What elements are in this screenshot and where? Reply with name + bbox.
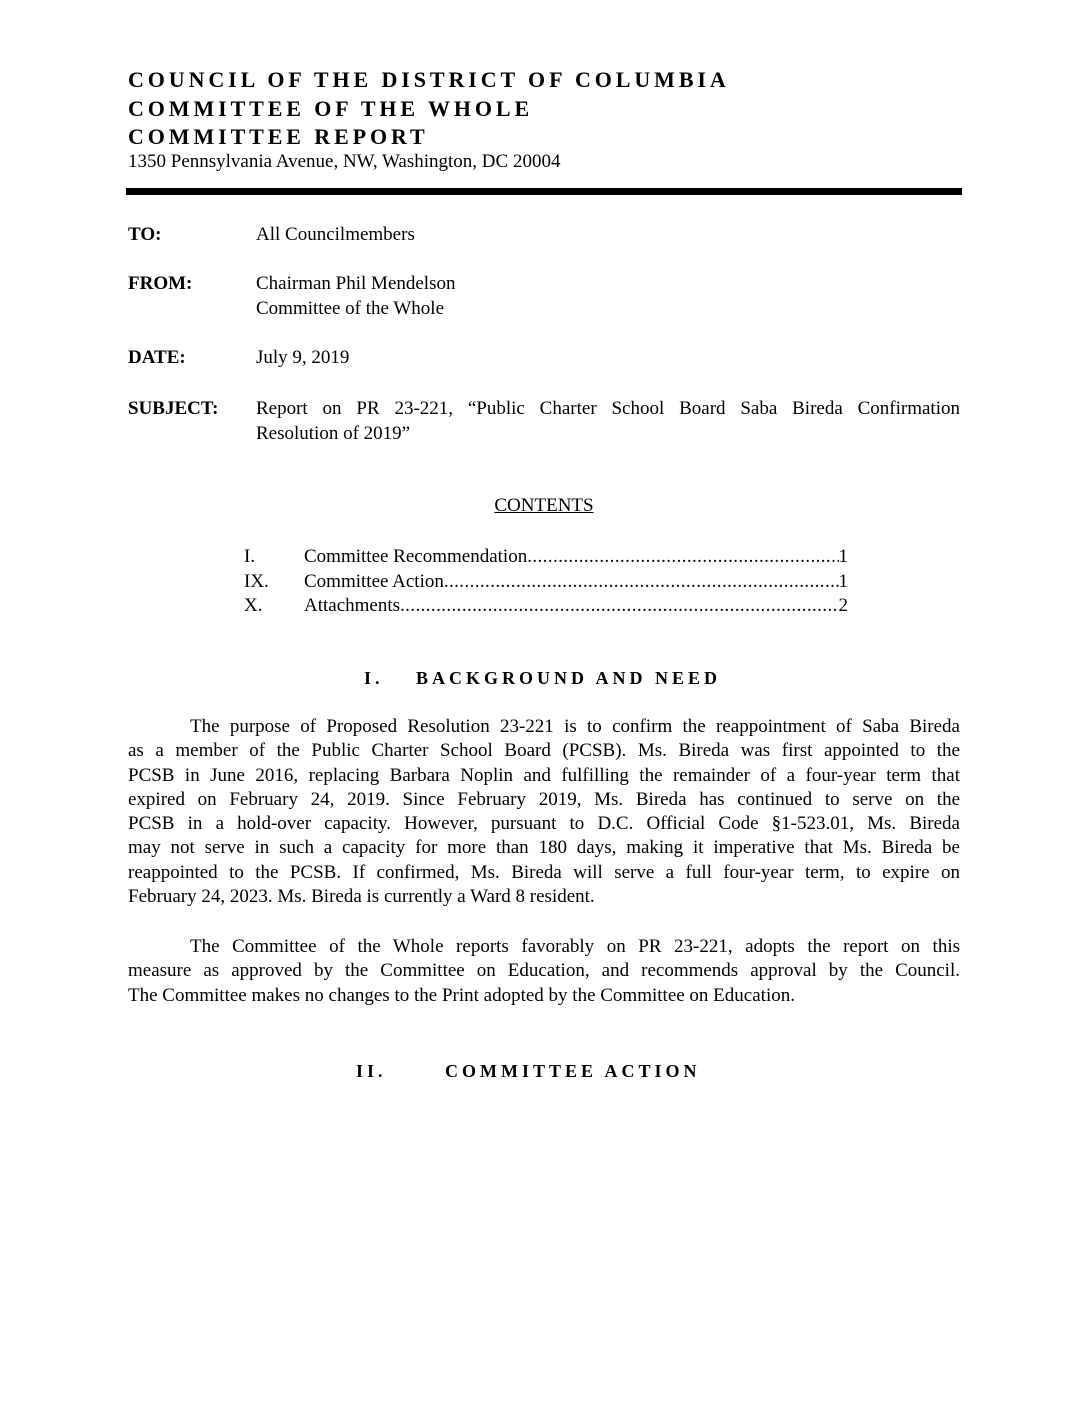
contents-title: CONTENTS (494, 495, 594, 516)
date-value (256, 345, 960, 370)
paragraph-line: PCSB in a hold-over capacity. However, pursuant to D.C. Official Code §1-523.01, Ms. Bireda (128, 813, 960, 835)
letterhead-address: 1350 Pennsylvania Avenue, NW, Washington, DC 20004 (128, 151, 561, 172)
section-number: I. (364, 668, 384, 688)
subject-line-2: Resolution of 2019” (256, 423, 411, 444)
toc-entry-number: I. (244, 546, 256, 567)
letterhead-committee: COMMITTEE OF THE WHOLE (128, 96, 534, 121)
toc-dot-leader (527, 544, 838, 569)
date-label: DATE: (128, 347, 186, 368)
toc-entry-label: Committee Recommendation (304, 546, 528, 567)
letterhead-council: COUNCIL OF THE DISTRICT OF COLUMBIA (128, 67, 730, 92)
section-title: COMMITTEE ACTION (445, 1061, 701, 1081)
toc-entry-number: IX. (244, 571, 269, 592)
paragraph-line: as a member of the Public Charter School Board (PCSB). Ms. Bireda was first appointed to the (128, 740, 960, 762)
toc-entry (244, 569, 848, 594)
memo-date: July 9, 2019 (256, 347, 350, 368)
paragraph-line: The Committee makes no changes to the Print adopted by the Committee on Education. (128, 984, 795, 1006)
paragraph-line: The purpose of Proposed Resolution 23-221 is to confirm the reappointment of Saba Bireda (190, 716, 960, 737)
paragraph-line: The Committee of the Whole reports favorably on PR 23-221, adopts the report on this (190, 936, 960, 957)
toc-dot-leader (400, 593, 838, 618)
from-sender: Chairman Phil Mendelson (256, 273, 456, 294)
from-value (256, 271, 960, 321)
to-value (256, 222, 960, 247)
paragraph-line: February 24, 2023. Ms. Bireda is currently a Ward 8 resident. (128, 886, 595, 908)
toc-entry-label: Attachments (304, 595, 401, 616)
toc-entry-label: Committee Action (304, 571, 444, 592)
from-committee: Committee of the Whole (256, 298, 445, 319)
from-label: FROM: (128, 273, 193, 294)
paragraph-line: PCSB in June 2016, replacing Barbara Noplin and fulfilling the remainder of a four-year term that (128, 764, 960, 786)
toc-entry-page: 1 (838, 571, 848, 592)
subject-value (256, 396, 960, 446)
toc-entry-number: X. (244, 595, 263, 616)
toc-entry (244, 544, 848, 569)
toc-entry-page: 1 (838, 546, 848, 567)
subject-line-1: Report on PR 23-221, “Public Charter School Board Saba Bireda Confirmation (256, 398, 960, 419)
toc-dot-leader (444, 569, 839, 594)
to-recipients: All Councilmembers (256, 224, 415, 245)
letterhead-report-type: COMMITTEE REPORT (128, 124, 429, 149)
section-title: BACKGROUND AND NEED (416, 668, 722, 688)
background-paragraph-1 (128, 715, 960, 909)
contents-heading (0, 494, 1088, 518)
toc-entry (244, 593, 848, 618)
paragraph-line: may not serve in such a capacity for more than 180 days, making it imperative that Ms. Bireda be (128, 837, 960, 859)
background-paragraph-2 (128, 935, 960, 1008)
toc-entry-page: 2 (838, 595, 848, 616)
header-divider (126, 188, 962, 195)
paragraph-line: reappointed to the PCSB. If confirmed, Ms. Bireda will serve a full four-year term, to expire on (128, 861, 960, 883)
to-label: TO: (128, 224, 162, 245)
paragraph-line: measure as approved by the Committee on Education, and recommends approval by the Council. (128, 960, 960, 982)
section-number: II. (356, 1061, 387, 1081)
paragraph-line: expired on February 24, 2019. Since February 2019, Ms. Bireda has continued to serve on the (128, 788, 960, 810)
subject-label: SUBJECT: (128, 398, 219, 419)
